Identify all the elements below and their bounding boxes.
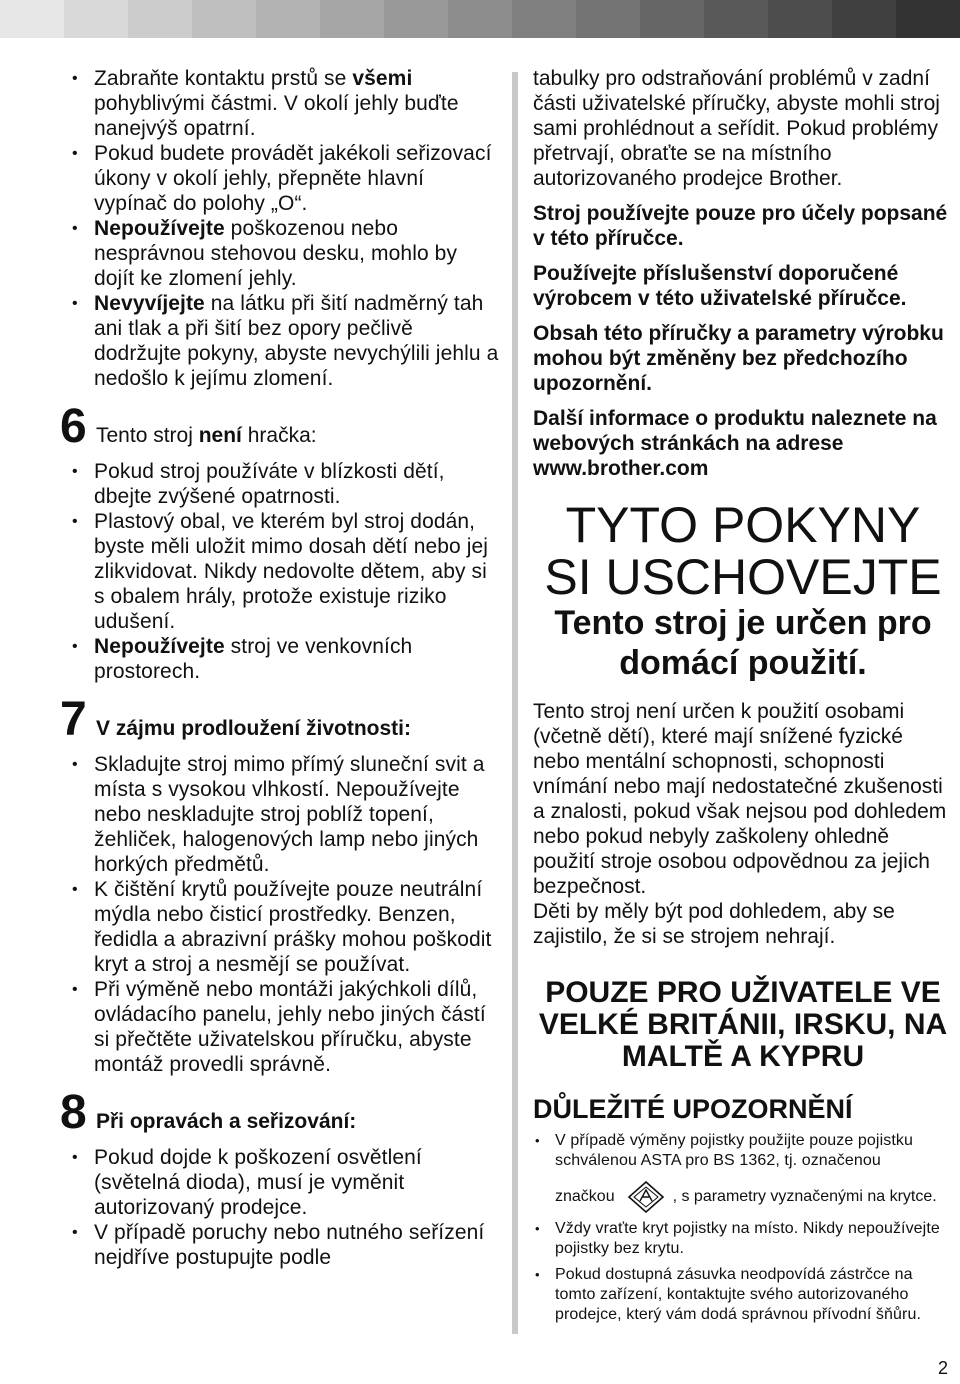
- section-number: 8: [60, 1086, 87, 1139]
- mark-suffix: , s parametry vyznačenými na krytce.: [672, 1188, 937, 1205]
- text: Plastový obal, ve kterém byl stroj dodán, byste měli uložit mimo dosah dětí nebo jej zlikvidovat. Nikdy nedovolte dětem, aby si s obalem hrály, protože existuje riziko udušení.: [94, 510, 489, 633]
- persons-paragraph: Tento stroj není určen k použití osobami (včetně dětí), které mají snížené fyzické nebo mentální schopnosti, schopnosti vnímání nebo mají nedostatečné zkušenosti a znalosti, pokud však nejsou pod dohledem nebo pokud nebyly zaškoleny ohledně použití stroje osobou odpovědnou za jejich bezpečnost.: [533, 700, 947, 898]
- gradient-segment: [640, 0, 704, 38]
- keep-instructions-line-1: TYTO POKYNY: [565, 497, 921, 553]
- fuse-list-continued: [533, 1219, 953, 1325]
- column-divider: [512, 72, 518, 1334]
- section-8-heading: [60, 1087, 500, 1139]
- text: hračka:: [241, 424, 317, 447]
- bold-text: není: [198, 424, 242, 447]
- list-item: [60, 634, 500, 684]
- gradient-segment: [832, 0, 896, 38]
- text: Zabraňte kontaktu prstů se: [94, 67, 353, 90]
- list-item: [60, 877, 500, 977]
- uk-users-heading: POUZE PRO UŽIVATELE VE VELKÉ BRITÁNII, IRSKU, NA MALTĚ A KYPRU: [538, 976, 948, 1073]
- gradient-segment: [320, 0, 384, 38]
- important-notice-heading: DŮLEŽITÉ UPOZORNĚNÍ: [533, 1094, 853, 1124]
- left-column: [60, 66, 500, 1270]
- bold-text: všemi: [352, 67, 413, 90]
- list-item: [60, 752, 500, 877]
- text: Tento stroj: [96, 424, 199, 447]
- keep-instructions-line-2: SI USCHOVEJTE: [544, 549, 942, 605]
- section-7-heading: [60, 694, 500, 746]
- right-column: [533, 66, 953, 1325]
- gradient-segment: [768, 0, 832, 38]
- notice-website: Další informace o produktu naleznete na webových stránkách na adrese www.brother.com: [533, 407, 937, 480]
- children-paragraph: Děti by měly být pod dohledem, aby se zajistilo, že si se strojem nehrají.: [533, 900, 895, 948]
- fuse-item-text: V případě výměny pojistky použijte pouze pojistku schválenou ASTA pro BS 1362, tj. označenou: [555, 1132, 913, 1169]
- text: V případě poruchy nebo nutného seřízení nejdříve postupujte podle: [94, 1221, 485, 1269]
- gradient-segment: [576, 0, 640, 38]
- gradient-segment: [192, 0, 256, 38]
- gradient-segment: [448, 0, 512, 38]
- domestic-use-heading: Tento stroj je určen pro domácí použití.: [554, 604, 932, 682]
- list-item: [60, 216, 500, 291]
- fuse-item-text: Vždy vraťte kryt pojistky na místo. Nikdy nepoužívejte pojistky bez krytu.: [555, 1220, 940, 1257]
- header-gradient-bar: [0, 0, 960, 38]
- text: K čištění krytů používejte pouze neutrální mýdla nebo čisticí prostředky. Benzen, ředidla a abrazivní prášky mohou poškodit kryt a stroj a nesmějí se používat.: [94, 878, 492, 976]
- bold-text: Nepoužívejte: [94, 217, 225, 240]
- gradient-segment: [256, 0, 320, 38]
- continued-paragraph: tabulky pro odstraňování problémů v zadní části uživatelské příručky, abyste mohli stroj sami prohlédnout a seřídit. Pokud problémy přetrvají, obraťte se na místního autorizovaného prodejce Brother.: [533, 67, 940, 190]
- fuse-item: [533, 1219, 953, 1259]
- section-6-heading: [60, 401, 500, 453]
- gradient-segment: [512, 0, 576, 38]
- gradient-segment: [896, 0, 960, 38]
- bold-text: Nepoužívejte: [94, 635, 225, 658]
- list-item: [60, 66, 500, 141]
- gradient-segment: [64, 0, 128, 38]
- fuse-list: [533, 1131, 953, 1171]
- section-title: [96, 424, 317, 448]
- list-item: [60, 509, 500, 634]
- text: na látku při šití nadměrný tah ani tlak a při šití bez opory pečlivě dodržujte pokyny, abyste nevychýlili jehlu a nedošlo k jejímu zlomení.: [94, 292, 499, 390]
- asta-mark-row: [533, 1181, 953, 1213]
- section-number: 6: [60, 400, 87, 453]
- notice-accessories: Používejte příslušenství doporučené výrobcem v této uživatelské příručce.: [533, 262, 907, 310]
- text: Pokud stroj používáte v blízkosti dětí, dbejte zvýšené opatrnosti.: [94, 460, 445, 508]
- fuse-item: [533, 1131, 953, 1171]
- notice-changes: Obsah této příručky a parametry výrobku mohou být změněny bez předchozího upozornění.: [533, 322, 944, 395]
- section-number: 7: [60, 693, 87, 746]
- text: Při výměně nebo montáži jakýchkoli dílů, ovládacího panelu, jehly nebo jiných částí si přečtěte uživatelskou příručku, abyste montáž provedli správně.: [94, 978, 486, 1076]
- section-title: V zájmu prodloužení životnosti:: [96, 717, 411, 740]
- notice-purpose: Stroj používejte pouze pro účely popsané v této příručce.: [533, 202, 948, 250]
- list-item: [60, 459, 500, 509]
- section-7-list: [60, 752, 500, 1077]
- list-item: [60, 1220, 500, 1270]
- list-item: [60, 1145, 500, 1220]
- gradient-segment: [0, 0, 64, 38]
- gradient-segment: [128, 0, 192, 38]
- text: pohyblivými částmi. V okolí jehly buďte nanejvýš opatrní.: [94, 92, 459, 140]
- mark-prefix: značkou: [555, 1188, 615, 1205]
- fuse-item: [533, 1265, 953, 1325]
- gradient-segment: [704, 0, 768, 38]
- text: poškozenou nebo nesprávnou stehovou desku, mohlo by dojít ke zlomení jehly.: [94, 217, 458, 290]
- text: stroj ve venkovních prostorech.: [94, 635, 413, 683]
- bold-text: Nevyvíjejte: [94, 292, 205, 315]
- section-8-list: [60, 1145, 500, 1270]
- text: Skladujte stroj mimo přímý sluneční svit a místa s vysokou vlhkostí. Nepoužívejte nebo neskladujte stroj poblíž topení, žehliček, halogenových lamp nebo jiných horkých předmětů.: [94, 753, 485, 876]
- section-title: Při opravách a seřizování:: [96, 1110, 357, 1133]
- list-item: [60, 291, 500, 391]
- list-item: [60, 141, 500, 216]
- page-number: 2: [937, 1358, 948, 1378]
- gradient-segment: [384, 0, 448, 38]
- section-6-list: [60, 459, 500, 684]
- list-item: [60, 977, 500, 1077]
- safety-list-intro: [60, 66, 500, 391]
- asta-approval-mark-icon: [627, 1181, 665, 1213]
- text: Pokud budete provádět jakékoli seřizovací úkony v okolí jehly, přepněte hlavní vypínač do polohy „O“.: [94, 142, 492, 215]
- fuse-item-text: Pokud dostupná zásuvka neodpovídá zástrčce na tomto zařízení, kontaktujte svého autorizovaného prodejce, který vám dodá správnou přívodní šňůru.: [555, 1266, 921, 1323]
- text: Pokud dojde k poškození osvětlení (světelná dioda), musí je vyměnit autorizovaný prodejce.: [94, 1146, 422, 1219]
